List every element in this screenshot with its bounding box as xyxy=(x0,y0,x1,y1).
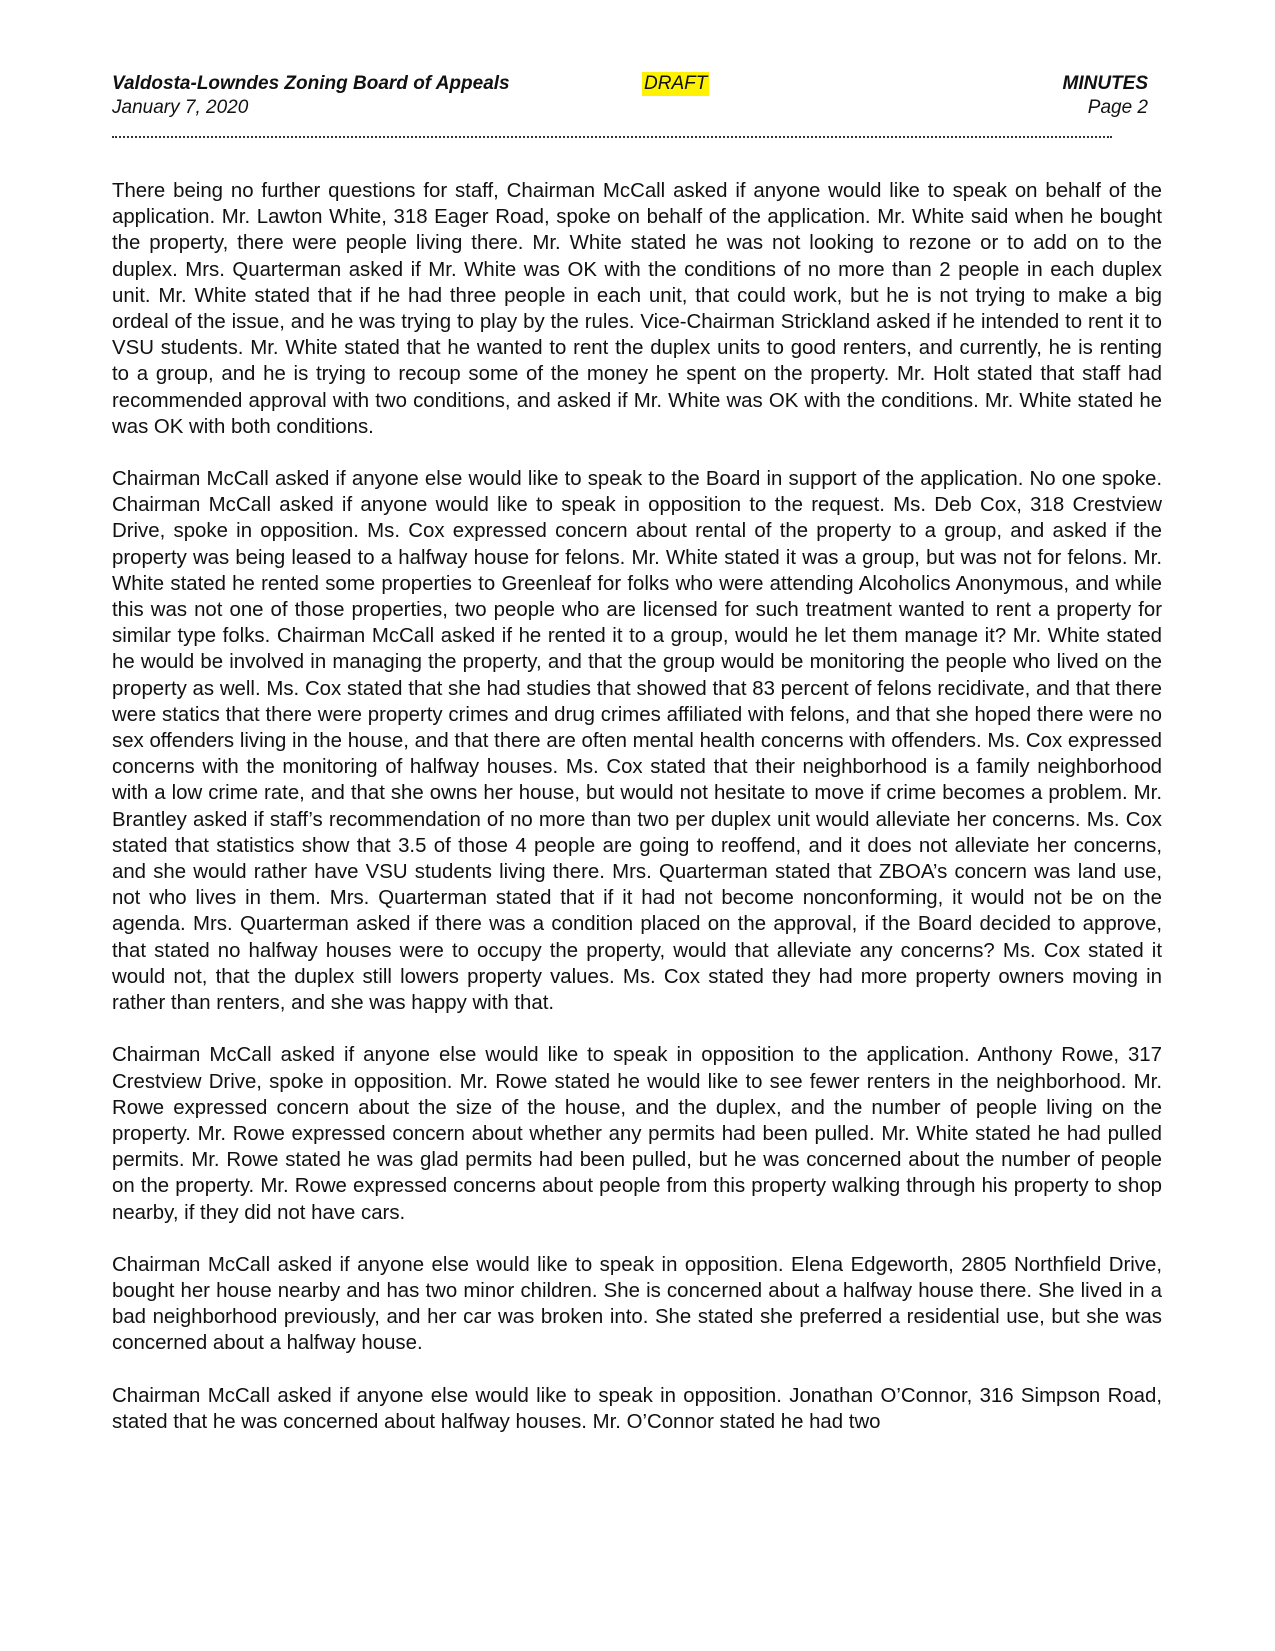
paragraph: There being no further questions for staff, Chairman McCall asked if anyone would like to speak on behalf of the application. Mr. Lawton White, 318 Eager Road, spoke on behalf of the application. Mr. White said when he bought the property, there were people living there. Mr. White stated he was not looking to rezone or to add on to the duplex. Mrs. Quarterman asked if Mr. White was OK with the conditions of no more than 2 people in each duplex unit. Mr. White stated that if he had three people in each unit, that could work, but he is not trying to make a big ordeal of the issue, and he was trying to play by the rules. Vice-Chairman Strickland asked if he intended to rent it to VSU students. Mr. White stated that he wanted to rent the duplex units to good renters, and currently, he is renting to a group, and he is trying to recoup some of the money he spent on the property. Mr. Holt stated that staff had recommended approval with two conditions, and asked if Mr. White was OK with the conditions. Mr. White stated he was OK with both conditions. xyxy=(112,180,1162,438)
doc-type-label: MINUTES xyxy=(1062,73,1148,94)
paragraph: Chairman McCall asked if anyone else would like to speak in opposition to the application. Anthony Rowe, 317 Crestview Drive, spoke in opposition. Mr. Rowe stated he would like to see fewer renters in the neighborhood. Mr. Rowe expressed concern about the size of the house, and the duplex, and the number of people living on the property. Mr. Rowe expressed concern about whether any permits had been pulled. Mr. White stated he had pulled permits. Mr. Rowe stated he was glad permits had been pulled, but he was concerned about the number of people on the property. Mr. Rowe expressed concerns about people from this property walking through his property to shop nearby, if they did not have cars. xyxy=(112,1044,1162,1224)
header-left xyxy=(112,72,510,120)
minutes-body xyxy=(112,178,1162,1435)
page-header xyxy=(112,72,1162,122)
document-page xyxy=(112,72,1162,1461)
meeting-date: January 7, 2020 xyxy=(112,97,249,118)
header-divider xyxy=(112,136,1112,138)
paragraph: Chairman McCall asked if anyone else would like to speak in opposition. Jonathan O’Connor, 316 Simpson Road, stated that he was concerned about halfway houses. Mr. O’Connor stated he had two xyxy=(112,1384,1162,1433)
paragraph: Chairman McCall asked if anyone else would like to speak in opposition. Elena Edgeworth, 2805 Northfield Drive, bought her house nearby and has two minor children. She is concerned about a halfway house there. She lived in a bad neighborhood previously, and her car was broken into. She stated she preferred a residential use, but she was concerned about a halfway house. xyxy=(112,1253,1162,1355)
paragraph: Chairman McCall asked if anyone else would like to speak to the Board in support of the application. No one spoke. Chairman McCall asked if anyone would like to speak in opposition to the request. Ms. Deb Cox, 318 Crestview Drive, spoke in opposition. Ms. Cox expressed concern about rental of the property to a group, and asked if the property was being leased to a halfway house for felons. Mr. White stated it was a group, but was not for felons. Mr. White stated he rented some properties to Greenleaf for folks who were attending Alcoholics Anonymous, and while this was not one of those properties, two people who are licensed for such treatment wanted to rent a property for similar type folks. Chairman McCall asked if he rented it to a group, would he let them manage it? Mr. White stated he would be involved in managing the property, and that the group would be monitoring the people who lived on the property as well. Ms. Cox stated that she had studies that showed that 83 percent of felons recidivate, and that there were statics that there were property crimes and drug crimes affiliated with felons, and that she hoped there were no sex offenders living in the house, and that there are often mental health concerns with offenders. Ms. Cox expressed concerns with the monitoring of halfway houses. Ms. Cox stated that their neighborhood is a family neighborhood with a low crime rate, and that she owns her house, but would not hesitate to move if crime becomes a problem. Mr. Brantley asked if staff’s recommendation of no more than two per duplex unit would alleviate her concerns. Ms. Cox stated that statistics show that 3.5 of those 4 people are going to reoffend, and it does not alleviate her concerns, and she would rather have VSU students living there. Mrs. Quarterman stated that ZBOA’s concern was land use, not who lives in them. Mrs. Quarterman stated that if it had not become nonconforming, it would not be on the agenda. Mrs. Quarterman asked if there was a condition placed on the approval, if the Board decided to approve, that stated no halfway houses were to occupy the property, would that alleviate any concerns? Ms. Cox stated it would not, that the duplex still lowers property values. Ms. Cox stated they had more property owners moving in rather than renters, and she was happy with that. xyxy=(112,468,1162,1015)
page-number: Page 2 xyxy=(1087,97,1148,118)
draft-label: DRAFT xyxy=(644,73,708,94)
header-right xyxy=(1063,72,1149,120)
board-title: Valdosta-Lowndes Zoning Board of Appeals xyxy=(112,73,510,94)
